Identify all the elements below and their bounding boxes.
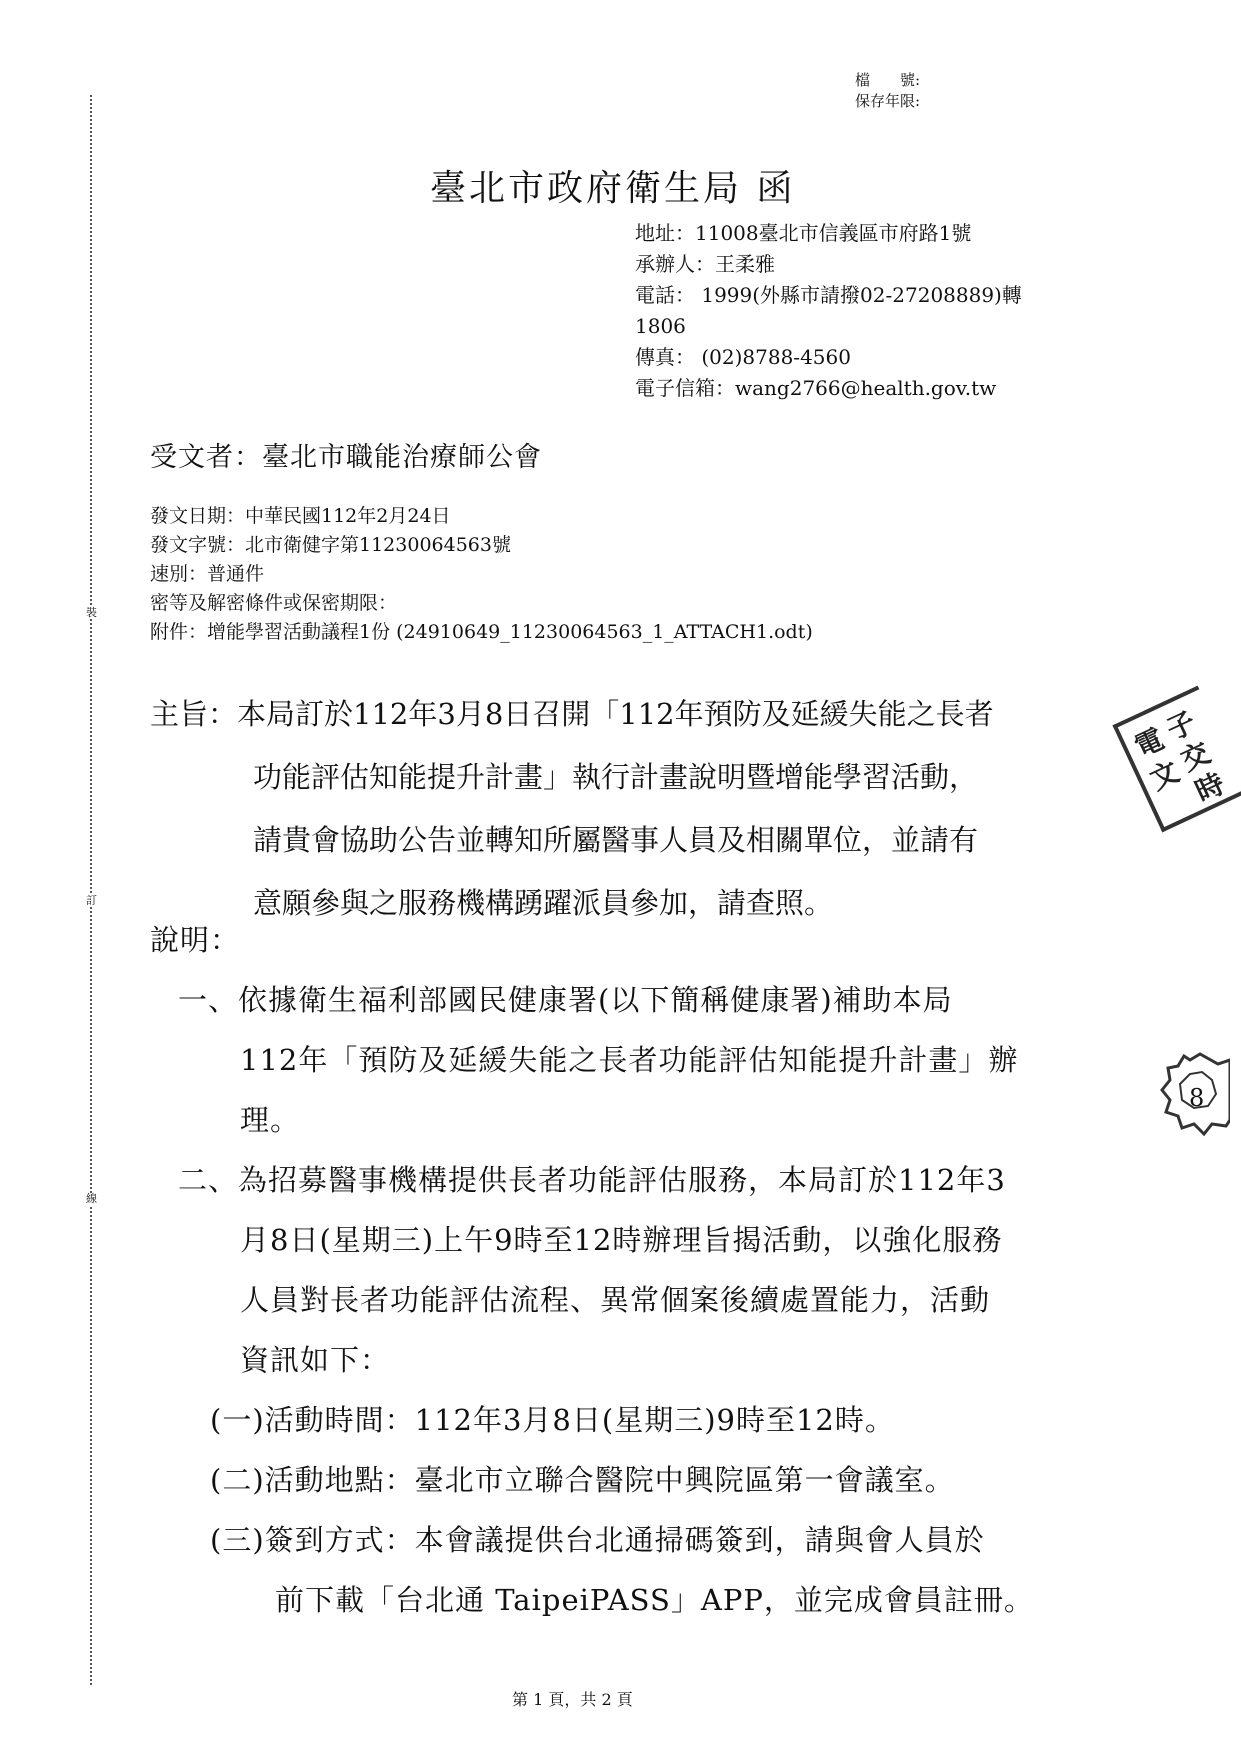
stamp-char: 子 [1161,705,1201,747]
sender-address: 地址：11008臺北市信義區市府路1號 [635,221,972,245]
sender-phone-ext: 1806 [635,314,686,338]
explanation-item-1-line: 112年「預防及延緩失能之長者功能評估知能提升計畫」辦 [240,1043,1019,1077]
explanation-label: 說明： [150,923,241,957]
stamp-char: 電 [1129,722,1170,764]
file-number-label: 檔 號: [855,71,921,89]
subitem-signin: (三)簽到方式：本會議提供台北通掃碼簽到，請與會人員於 [210,1523,985,1557]
retention-label: 保存年限: [855,92,921,110]
binding-label-middle: 訂 [86,894,97,907]
subitem-time: (一)活動時間：112年3月8日(星期三)9時至12時。 [210,1403,895,1437]
document-number: 發文字號：北市衛健字第11230064563號 [150,534,511,556]
sender-phone: 電話： 1999(外縣市請撥02-27208889)轉 [635,283,1022,307]
document-meta [150,502,813,647]
speed-class: 速別：普通件 [150,563,265,585]
explanation-item-1-line: 理。 [240,1103,301,1137]
stamp-char: 時 [1190,766,1230,809]
stamp-char: 交 [1175,735,1216,778]
attachment: 附件：增能學習活動議程1份 (24910649_11230064563_1_ATTACH1.odt) [150,621,813,643]
explanation-item-1-line: 一、依據衛生福利部國民健康署(以下簡稱健康署)補助本局 [178,983,953,1017]
subject-line: 功能評估知能提升計畫」執行計畫說明暨增能學習活動， [253,760,979,794]
secrecy-level: 密等及解密條件或保密期限： [150,592,398,614]
sender-email: 電子信箱：wang2766@health.gov.tw [635,376,997,400]
recipient: 受文者：臺北市職能治療師公會 [150,442,542,473]
file-meta [855,70,920,112]
subject-line: 請貴會協助公告並轉知所屬醫事人員及相關單位，並請有 [253,823,979,857]
seal-number: 8 [1189,1084,1205,1112]
stamp-char: 文 [1144,754,1185,797]
explanation-item-2-line: 二、為招募醫事機構提供長者功能評估服務，本局訂於112年3 [178,1163,1006,1197]
electronic-exchange-stamp [1112,686,1241,833]
binding-label-top: 裝 [86,606,97,619]
binding-line [90,95,92,1685]
explanation-item-2-line: 人員對長者功能評估流程、異常個案後續處置能力，活動 [240,1283,991,1317]
sender-info [635,218,1022,404]
subitem-location: (二)活動地點：臺北市立聯合醫院中興院區第一會議室。 [210,1463,955,1497]
subject-line: 意願參與之服務機構踴躍派員參加，請查照。 [253,886,834,920]
explanation-item-2-line: 月8日(星期三)上午9時至12時辦理旨揭活動，以強化服務 [240,1223,1003,1257]
sender-contact: 承辦人：王柔雅 [635,252,775,276]
subject-line: 本局訂於112年3月8日召開「112年預防及延緩失能之長者 [237,697,994,731]
explanation-item-2-line: 資訊如下： [240,1343,391,1377]
document-title: 臺北市政府衛生局 函 [430,168,796,209]
issue-date: 發文日期：中華民國112年2月24日 [150,505,451,527]
binding-label-bottom: 線 [86,1192,97,1205]
subject-label: 主旨： [150,697,238,731]
sender-fax: 傳真： (02)8788-4560 [635,345,851,369]
page-footer: 第 1 頁，共 2 頁 [512,1690,633,1709]
subject-block [150,683,994,935]
subitem-signin-cont: 前下載「台北通 TaipeiPASS」APP，並完成會員註冊。 [275,1583,1034,1617]
